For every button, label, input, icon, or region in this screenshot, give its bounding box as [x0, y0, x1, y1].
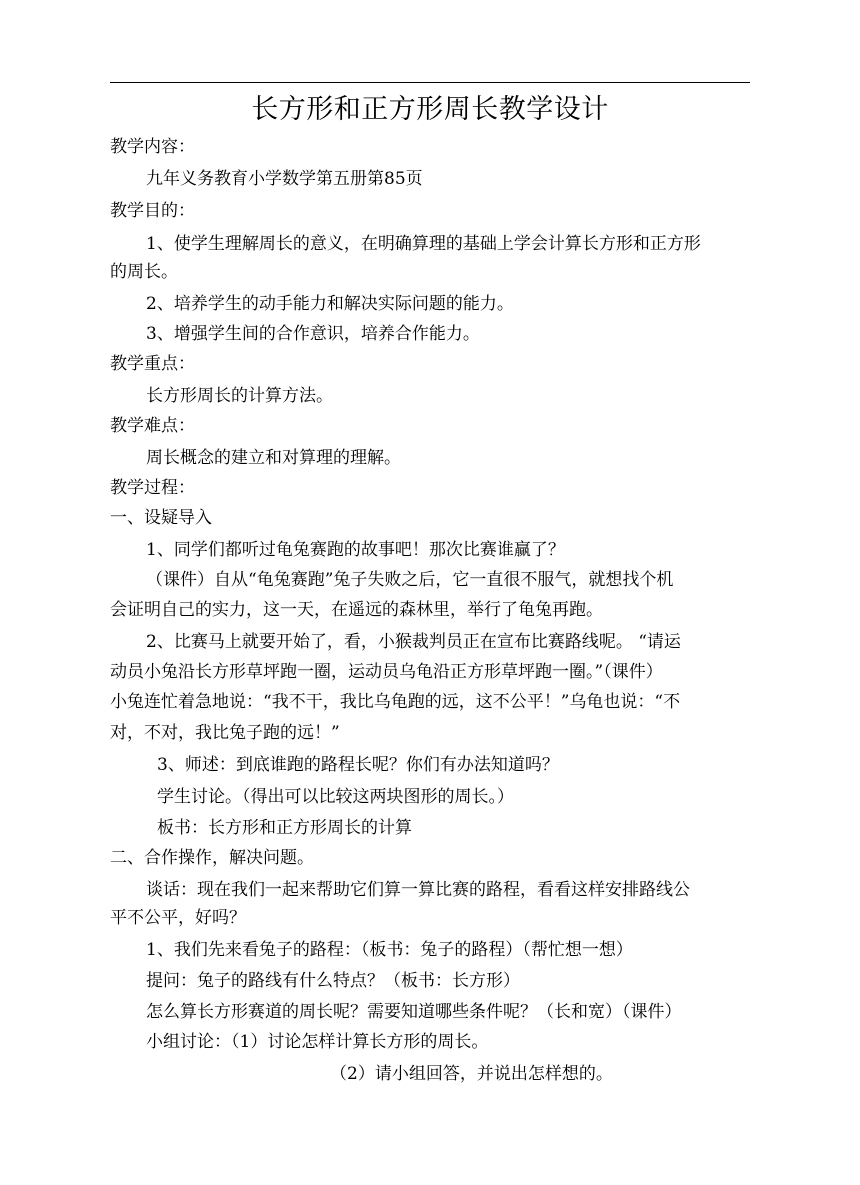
- part-heading: 一、设疑导入: [110, 508, 212, 528]
- paragraph-line: 1、使学生理解周长的意义，在明确算理的基础上学会计算长方形和正方形: [146, 234, 701, 254]
- paragraph-line: 2、培养学生的动手能力和解决实际问题的能力。: [146, 294, 514, 314]
- paragraph-line: （2）请小组回答，并说出怎样想的。: [330, 1064, 613, 1084]
- part-heading: 二、合作操作，解决问题。: [110, 848, 314, 868]
- paragraph-line: 板书：长方形和正方形周长的计算: [157, 818, 412, 838]
- header-rule: [110, 82, 750, 83]
- paragraph-line: 小组讨论：（1）讨论怎样计算长方形的周长。: [146, 1032, 489, 1052]
- section-heading-process: 教学过程：: [110, 478, 195, 498]
- paragraph-line: （课件）自从“龟兔赛跑”兔子失败之后，它一直很不服气，就想找个机: [146, 570, 674, 590]
- page-title: 长方形和正方形周长教学设计: [251, 94, 609, 125]
- paragraph-line: 长方形周长的计算方法。: [146, 386, 333, 406]
- paragraph-line: 1、同学们都听过龟兔赛跑的故事吧！那次比赛谁赢了？: [146, 540, 565, 560]
- section-heading-difficulty: 教学难点：: [110, 416, 195, 436]
- paragraph-line: 的周长。: [110, 262, 178, 282]
- paragraph-line: 小兔连忙着急地说：“我不干，我比乌龟跑的远，这不公平！”乌龟也说：“不: [110, 692, 681, 712]
- paragraph-line: 1、我们先来看兔子的路程：（板书：兔子的路程）（帮忙想一想）: [146, 940, 633, 960]
- paragraph-line: 3、师述：到底谁跑的路程长呢？你们有办法知道吗？: [157, 755, 559, 775]
- paragraph-line: 周长概念的建立和对算理的理解。: [146, 448, 401, 468]
- section-heading-content: 教学内容：: [110, 137, 195, 157]
- paragraph-line: 动员小兔沿长方形草坪跑一圈，运动员乌龟沿正方形草坪跑一圈。”（课件）: [110, 662, 663, 682]
- section-heading-key-point: 教学重点：: [110, 354, 195, 374]
- paragraph-line: 3、增强学生间的合作意识，培养合作能力。: [146, 324, 480, 344]
- paragraph-line: 提问：兔子的路线有什么特点？（板书：长方形）: [146, 971, 520, 991]
- paragraph-line: 2、比赛马上就要开始了，看，小猴裁判员正在宣布比赛路线呢。 “请运: [146, 632, 681, 652]
- paragraph-line: 对，不对，我比兔子跑的远！”: [110, 723, 340, 743]
- paragraph-line: 九年义务教育小学数学第五册第85页: [146, 169, 423, 189]
- paragraph-line: 学生讨论。（得出可以比较这两块图形的周长。）: [157, 787, 514, 807]
- paragraph-line: 谈话：现在我们一起来帮助它们算一算比赛的路程，看看这样安排路线公: [146, 880, 690, 900]
- paragraph-line: 怎么算长方形赛道的周长呢？需要知道哪些条件呢？（长和宽）（课件）: [146, 1002, 682, 1022]
- section-heading-objectives: 教学目的：: [110, 201, 195, 221]
- paragraph-line: 平不公平，好吗？: [110, 908, 246, 928]
- paragraph-line: 会证明自己的实力，这一天，在遥远的森林里，举行了龟兔再跑。: [110, 600, 603, 620]
